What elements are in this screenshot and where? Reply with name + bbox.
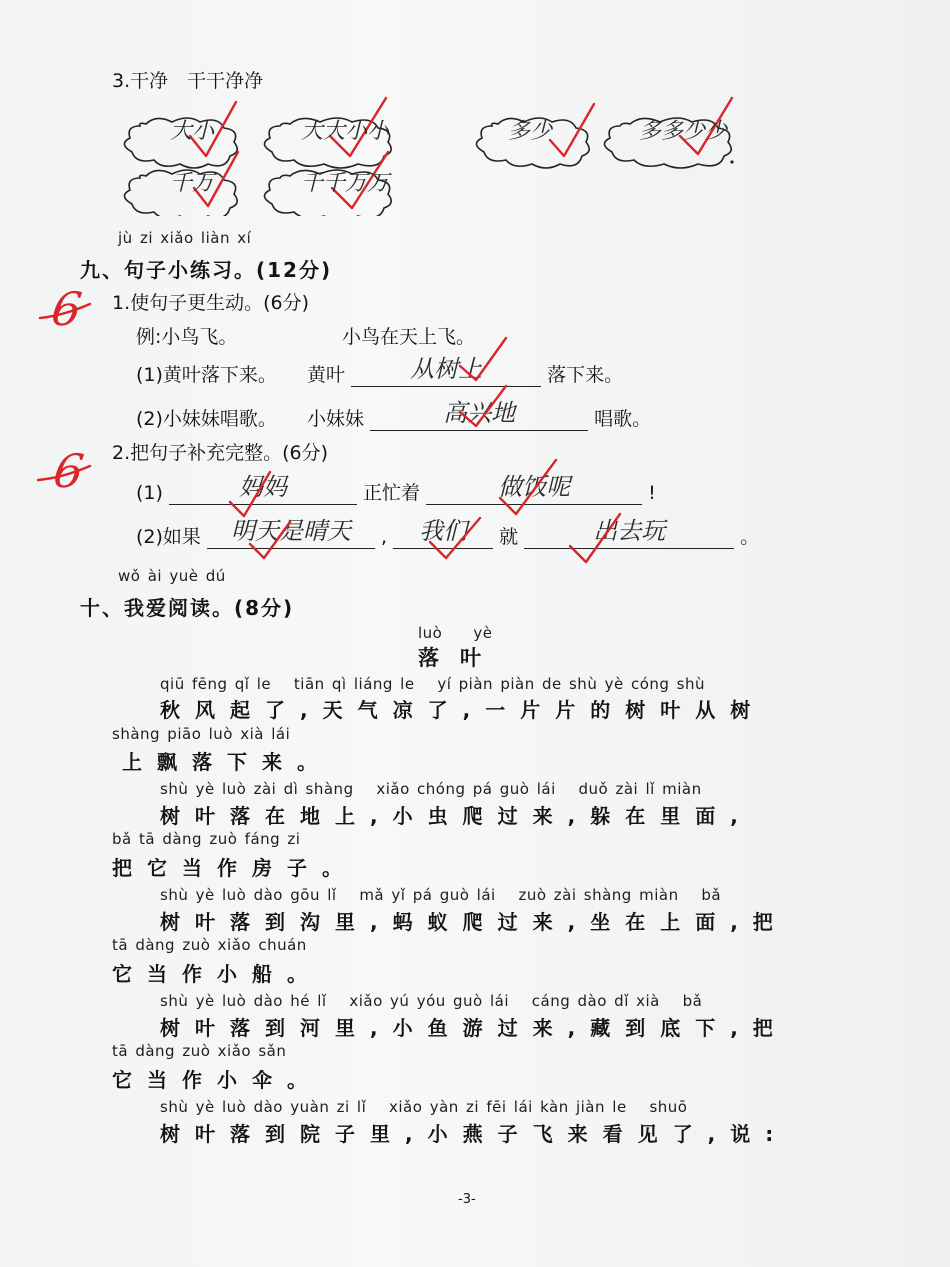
fill-2-comma: , — [381, 526, 388, 548]
cloud-label-1: 大小 — [169, 119, 214, 144]
story-pinyin-1: qiū fēng qǐ le tiān qì liáng le yí piàn piàn de shù yè cóng shù — [160, 675, 706, 693]
story-pinyin-8: tā dàng zuò xiǎo sǎn — [112, 1042, 287, 1060]
story-pinyin-2: shàng piāo luò xià lái — [112, 725, 291, 743]
item-3-label: 3.干净 干干净净 — [112, 70, 264, 92]
example-a: 例:小鸟飞。 — [136, 326, 238, 348]
score-mark-q1 — [30, 280, 110, 350]
sentence-1-start: 黄叶 — [307, 364, 346, 386]
sentence-2-start: 小妹妹 — [307, 408, 365, 430]
red-checks-q2 — [160, 446, 660, 576]
story-text-8: 它当作小伞。 — [112, 1068, 322, 1092]
sentence-1-end: 落下来。 — [547, 364, 624, 386]
cloud-label-4: 多多少少 — [638, 119, 727, 144]
fill-1-answer-1: 妈妈 — [238, 473, 287, 501]
story-text-9: 树叶落到院子里,小燕子飞来看见了,说: — [160, 1122, 789, 1146]
red-checks-q1 — [380, 336, 660, 446]
fill-1-prefix: (1) — [136, 482, 163, 504]
fill-1-middle: 正忙着 — [363, 482, 421, 504]
example-b: 小鸟在天上飞。 — [342, 326, 476, 348]
sentence-2-answer: 高兴地 — [443, 399, 516, 427]
story-pinyin-9: shù yè luò dào yuàn zi lǐ xiǎo yàn zi fēi lái kàn jiàn le shuō — [160, 1098, 688, 1116]
score-mark-q2 — [30, 440, 110, 510]
fill-1-answer-2: 做饭呢 — [498, 473, 571, 501]
sentence-2-end: 唱歌。 — [594, 408, 652, 430]
story-text-2: 上飘落下来。 — [122, 750, 332, 774]
story-pinyin-4: bǎ tā dàng zuò fáng zi — [112, 830, 301, 848]
section-9-pinyin: jù zi xiǎo liàn xí — [118, 229, 252, 247]
section-10-pinyin: wǒ ài yuè dú — [118, 567, 226, 585]
section-10-title: 十、我爱阅读。(8分) — [80, 596, 295, 620]
score-digit-q1: 6 — [48, 282, 86, 336]
fill-2-middle: 就 — [499, 526, 519, 548]
story-text-6: 它当作小船。 — [112, 962, 322, 986]
fill-2-answer-1: 明天是晴天 — [230, 517, 351, 545]
score-digit-q2: 6 — [50, 444, 88, 498]
cloud-label-6: 千千万万 — [300, 171, 389, 196]
sentence-2-original: (2)小妹妹唱歌。 — [136, 408, 277, 430]
cloud-label-2: 大大小小 — [300, 119, 389, 144]
story-text-1: 秋风起了,天气凉了,一片片的树叶从树 — [160, 698, 766, 722]
story-text-5: 树叶落到沟里,蚂蚁爬过来,坐在上面,把 — [160, 910, 788, 934]
fill-2-prefix: (2)如果 — [136, 526, 201, 548]
story-text-7: 树叶落到河里,小鱼游过来,藏到底下,把 — [160, 1016, 788, 1040]
story-pinyin-6: tā dàng zuò xiǎo chuán — [112, 936, 307, 954]
q1-label: 1.使句子更生动。(6分) — [112, 292, 310, 314]
story-pinyin-7: shù yè luò dào hé lǐ xiǎo yú yóu guò lái cáng dào dǐ xià bǎ — [160, 992, 703, 1010]
story-text-4: 把它当作房子。 — [112, 856, 357, 880]
q2-label: 2.把句子补充完整。(6分) — [112, 442, 329, 464]
cloud-label-5: 千万 — [169, 171, 214, 196]
fill-2-end: 。 — [740, 526, 760, 548]
fill-1-end: ! — [648, 482, 656, 504]
sentence-1-answer: 从树上 — [410, 355, 483, 383]
fill-2-answer-3: 出去玩 — [593, 517, 666, 545]
sentence-1-original: (1)黄叶落下来。 — [136, 364, 277, 386]
story-title: 落 叶 — [418, 646, 481, 670]
section-9-title: 九、句子小练习。(12分) — [80, 258, 333, 282]
story-title-pinyin: luò yè — [418, 624, 493, 642]
story-pinyin-3: shù yè luò zài dì shàng xiǎo chóng pá guò lái duǒ zài lǐ miàn — [160, 780, 702, 798]
fill-2-answer-2: 我们 — [419, 517, 468, 545]
story-text-3: 树叶落在地上,小虫爬过来,躲在里面, — [160, 804, 753, 828]
page-number: -3- — [458, 1192, 476, 1207]
story-pinyin-5: shù yè luò dào gōu lǐ mǎ yǐ pá guò lái zuò zài shàng miàn bǎ — [160, 886, 722, 904]
cloud-label-3: 多少 — [507, 119, 552, 144]
